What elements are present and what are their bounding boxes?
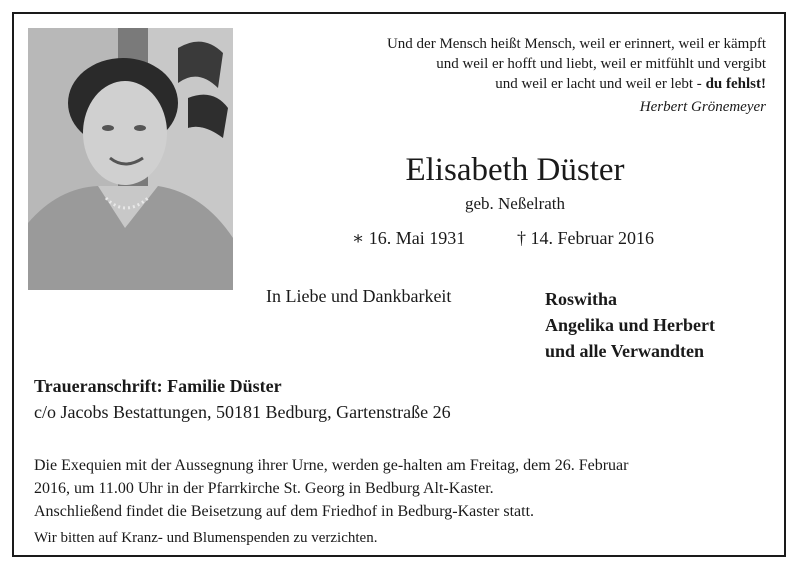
quote-author: Herbert Grönemeyer bbox=[639, 99, 766, 115]
address-line: c/o Jacobs Bestattungen, 50181 Bedburg, Gartenstraße 26 bbox=[34, 402, 451, 422]
poem-quote bbox=[296, 34, 766, 94]
address-heading: Traueranschrift: Familie Düster bbox=[34, 376, 282, 396]
portrait-photo bbox=[28, 28, 233, 290]
maiden-name: geb. Neßelrath bbox=[464, 194, 566, 213]
funeral-notice bbox=[34, 454, 774, 523]
deceased-name: Elisabeth Düster bbox=[405, 152, 625, 188]
donation-request: Wir bitten auf Kranz- und Blumenspenden zu verzichten. bbox=[34, 530, 378, 546]
notice-line: 2016, um 11.00 Uhr in der Pfarrkirche St. Georg in Bedburg Alt-Kaster. bbox=[34, 480, 494, 497]
mourner-name: Angelika und Herbert bbox=[545, 315, 716, 335]
quote-line-2: und weil er hofft und liebt, weil er mitfühlt und vergibt bbox=[436, 56, 766, 72]
notice-line: Die Exequien mit der Aussegnung ihrer Urne, werden ge-halten am Freitag, dem 26. Februar bbox=[34, 457, 629, 474]
notice-line: Anschließend findet die Beisetzung auf dem Friedhof in Bedburg-Kaster statt. bbox=[34, 503, 535, 520]
quote-line-1: Und der Mensch heißt Mensch, weil er erinnert, weil er kämpft bbox=[386, 36, 766, 52]
quote-line-3: und weil er lacht und weil er lebt - du fehlst! bbox=[495, 76, 766, 92]
dedication-text: In Liebe und Dankbarkeit bbox=[266, 286, 452, 306]
death-date: † 14. Februar 2016 bbox=[517, 228, 654, 248]
mourners-list bbox=[545, 286, 715, 364]
birth-date: ∗ 16. Mai 1931 bbox=[352, 228, 466, 248]
quote-closing: du fehlst! bbox=[705, 76, 766, 92]
mourner-name: Roswitha bbox=[545, 289, 618, 309]
mourner-name: und alle Verwandten bbox=[545, 341, 705, 361]
